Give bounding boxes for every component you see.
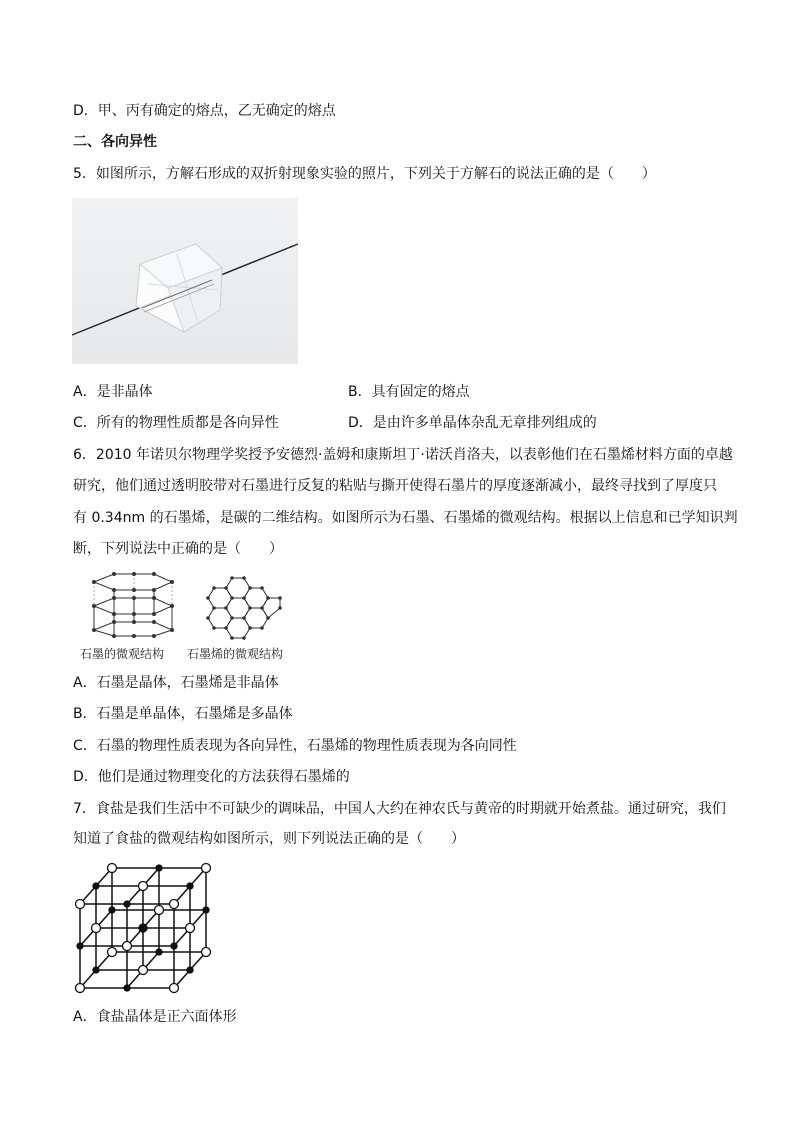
q7-stem-line1: 7．食盐是我们生活中不可缺少的调味品，中国人大约在神农氏与黄帝的时期就开始煮盐。通过研究，我们 [73,801,726,817]
q6-stem-line1: 6．2010 年诺贝尔物理学奖授予安德烈·盖姆和康斯坦丁·诺沃肖洛夫，以表彰他们在石墨烯材料方面的卓越 [73,447,733,463]
q5-option-b: B．具有固定的熔点 [348,384,470,400]
q6-stem-line2: 研究，他们通过透明胶带对石墨进行反复的粘贴与撕开使得石墨片的厚度逐渐减小，最终寻找到了厚度只 [73,478,717,494]
q6-option-b: B．石墨是单晶体，石墨烯是多晶体 [73,706,293,722]
graphene-caption: 石墨烯的微观结构 [187,647,284,661]
q5-option-a: A．是非晶体 [73,384,153,400]
q6-option-a: A．石墨是晶体，石墨烯是非晶体 [73,675,279,691]
calcite-crystal-image [72,198,298,364]
q4-option-d: D．甲、丙有确定的熔点，乙无确定的熔点 [73,103,336,119]
q6-option-d: D．他们是通过物理变化的方法获得石墨烯的 [73,769,350,785]
graphene-structure-diagram [206,576,282,640]
q7-stem-line2: 知道了食盐的微观结构如图所示，则下列说法正确的是（ ） [73,831,465,847]
q5-option-d: D．是由许多单晶体杂乱无章排列组成的 [348,415,597,431]
calcite-birefringence-photo [72,198,298,364]
graphite-structure-diagram [84,572,176,638]
section-heading-anisotropy: 二、各向异性 [73,134,157,150]
q5-option-c: C．所有的物理性质都是各向异性 [73,415,279,431]
q6-option-c: C．石墨的物理性质表现为各向异性，石墨烯的物理性质表现为各向同性 [73,738,517,754]
q6-stem-line4: 断，下列说法中正确的是（ ） [73,541,283,557]
salt-crystal-lattice-diagram [72,860,216,994]
q6-stem-line3: 有 0.34nm 的石墨烯，是碳的二维结构。如图所示为石墨、石墨烯的微观结构。根据以上信息和已学知识判 [73,510,738,526]
graphite-caption: 石墨的微观结构 [80,647,165,661]
q5-stem: 5．如图所示，方解石形成的双折射现象实验的照片，下列关于方解石的说法正确的是（ ） [73,166,656,182]
q7-option-a: A．食盐晶体是正六面体形 [73,1009,237,1025]
